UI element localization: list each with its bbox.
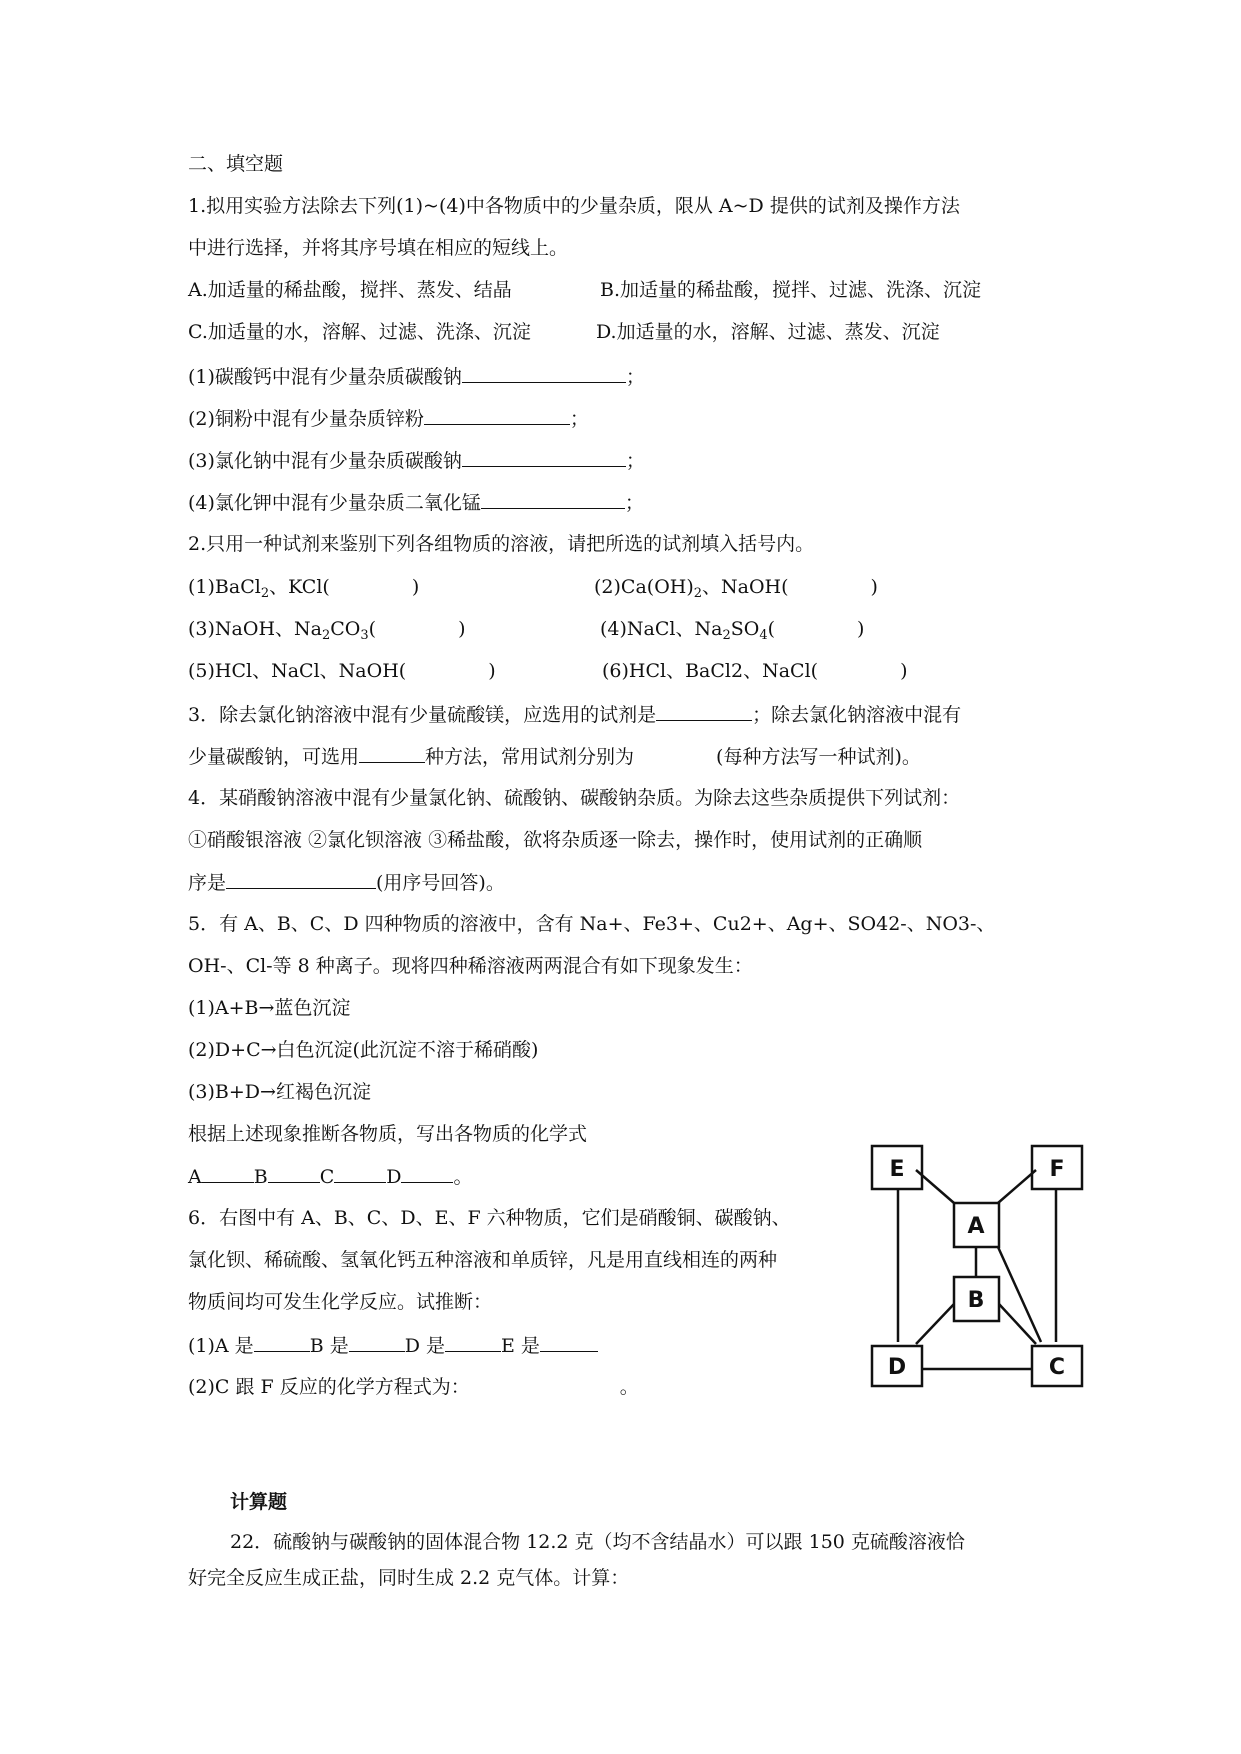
- q1-option-c: C.加适量的水，溶解、过滤、洗涤、沉淀: [188, 321, 531, 343]
- q2-group-1-close: ): [411, 576, 420, 598]
- q1-option-d: D.加适量的水，溶解、过滤、蒸发、沉淀: [596, 321, 940, 343]
- q2-group-4: [600, 617, 864, 641]
- label-c: C: [1048, 1355, 1066, 1380]
- q1-item-1-end: ；: [625, 366, 645, 388]
- section-title: 二、填空题: [188, 153, 284, 175]
- q6-blank-d[interactable]: [445, 1333, 501, 1352]
- q1-item-3-text: (3)氯化钠中混有少量杂质碳酸钠: [188, 450, 462, 472]
- q2-group-3-sub1: 2: [321, 628, 331, 643]
- q2-group-3-close: ): [458, 618, 466, 640]
- q3-line2-c: (每种方法写一种试剂)。: [716, 746, 921, 768]
- q6-label-a: (1)A 是: [188, 1335, 254, 1357]
- q5-blank-c[interactable]: [334, 1164, 386, 1183]
- q3-line2-a: 少量碳酸钠，可选用: [188, 746, 360, 768]
- q5-blank-a[interactable]: [202, 1164, 254, 1183]
- q2-group-2-b: 、NaOH(: [702, 576, 789, 598]
- q2-group-2-a: (2)Ca(OH): [594, 576, 694, 598]
- q4-blank-order[interactable]: [226, 870, 376, 889]
- q2-group-5: [188, 659, 496, 683]
- q5-line2: OH-、Cl-等 8 种离子。现将四种稀溶液两两混合有如下现象发生：: [188, 955, 753, 977]
- q1-item-2-end: ；: [569, 408, 589, 430]
- q5-ask: 根据上述现象推断各物质，写出各物质的化学式: [188, 1123, 588, 1145]
- q6-line1: 6．右图中有 A、B、C、D、E、F 六种物质，它们是硝酸铜、碳酸钠、: [188, 1207, 791, 1229]
- q2-stem: 2.只用一种试剂来鉴别下列各组物质的溶液，请把所选的试剂填入括号内。: [188, 533, 815, 555]
- q5-label-d: D: [386, 1166, 402, 1188]
- q2-group-4-a: (4)NaCl、Na: [600, 618, 723, 640]
- q5-blank-b[interactable]: [268, 1164, 320, 1183]
- q5-reaction-2: (2)D+C→白色沉淀(此沉淀不溶于稀硝酸): [188, 1039, 539, 1061]
- q1-item-2-blank[interactable]: [424, 406, 570, 425]
- q2-group-5-close: ): [488, 660, 496, 682]
- label-e: E: [889, 1157, 905, 1182]
- line-b-c: [999, 1304, 1036, 1344]
- q5-reaction-1: (1)A+B→蓝色沉淀: [188, 997, 351, 1019]
- q6-blank-b[interactable]: [349, 1333, 405, 1352]
- q2-group-3-c: (: [368, 618, 377, 640]
- q1-stem-line2: 中进行选择，并将其序号填在相应的短线上。: [188, 237, 569, 259]
- label-d: D: [887, 1355, 907, 1380]
- reaction-diagram: [866, 1140, 1090, 1390]
- q6-answers-1: [188, 1333, 598, 1358]
- line-b-d: [916, 1304, 954, 1344]
- label-f: F: [1049, 1157, 1065, 1182]
- q2-group-6-close: ): [900, 660, 908, 682]
- q6-equation-end: 。: [619, 1376, 639, 1398]
- q1-option-b: B.加适量的稀盐酸，搅拌、过滤、洗涤、沉淀: [600, 279, 982, 301]
- q2-group-1-a: (1)BaCl: [188, 576, 261, 598]
- q2-group-6-a: (6)HCl、BaCl2、NaCl(: [602, 660, 819, 682]
- q3-line1-b: ；除去氯化钠溶液中混有: [752, 704, 962, 726]
- q6-label-d: D 是: [404, 1335, 445, 1357]
- q6-line2: 氯化钡、稀硫酸、氢氧化钙五种溶液和单质锌，凡是用直线相连的两种: [188, 1249, 778, 1271]
- q6-label-b: B 是: [309, 1335, 349, 1357]
- q5-line1: 5．有 A、B、C、D 四种物质的溶液中，含有 Na+、Fe3+、Cu2+、Ag+、SO42-、NO3-、: [188, 913, 996, 935]
- q5-blank-d[interactable]: [401, 1164, 453, 1183]
- q2-group-2: [594, 575, 878, 599]
- q4-line1: 4．某硝酸钠溶液中混有少量氯化钠、硫酸钠、碳酸钠杂质。为除去这些杂质提供下列试剂：: [188, 787, 961, 809]
- q4-line3: [188, 870, 505, 895]
- q6-line3: 物质间均可发生化学反应。试推断：: [188, 1291, 493, 1313]
- label-a: A: [967, 1214, 985, 1239]
- q1-item-4-blank[interactable]: [481, 490, 625, 509]
- q1-item-4: [188, 490, 644, 515]
- calc-line2: 好完全反应生成正盐，同时生成 2.2 克气体。计算：: [188, 1567, 630, 1589]
- q5-end: 。: [453, 1166, 473, 1188]
- q2-group-1: [188, 575, 419, 599]
- q6-label-e: E 是: [500, 1335, 540, 1357]
- q1-item-2-text: (2)铜粉中混有少量杂质锌粉: [188, 408, 424, 430]
- q1-item-4-end: ；: [624, 492, 644, 514]
- q6-blank-a[interactable]: [254, 1333, 310, 1352]
- q1-item-2: [188, 406, 589, 431]
- q5-label-b: B: [253, 1166, 268, 1188]
- q1-option-a: A.加适量的稀盐酸，搅拌、蒸发、结晶: [188, 279, 512, 301]
- q2-group-2-close: ): [870, 576, 878, 598]
- q1-item-1-blank[interactable]: [462, 364, 626, 383]
- q2-group-4-close: ): [857, 618, 865, 640]
- calc-title: 计算题: [230, 1491, 288, 1513]
- q5-label-a: A: [188, 1166, 202, 1188]
- q2-group-2-sub: 2: [693, 586, 703, 601]
- q4-line3-b: (用序号回答)。: [376, 872, 505, 894]
- q5-label-c: C: [319, 1166, 335, 1188]
- calc-line1: 22．硫酸钠与碳酸钠的固体混合物 12.2 克（均不含结晶水）可以跟 150 克硫酸溶液恰: [230, 1531, 965, 1553]
- q1-item-3-blank[interactable]: [462, 448, 626, 467]
- q2-group-3-a: (3)NaOH、Na: [188, 618, 322, 640]
- q4-line2: ①硝酸银溶液 ②氯化钡溶液 ③稀盐酸，欲将杂质逐一除去，操作时，使用试剂的正确顺: [188, 829, 923, 851]
- q3-blank-count[interactable]: [359, 744, 425, 763]
- line-f-a: [998, 1170, 1036, 1203]
- q1-item-1: [188, 364, 645, 389]
- q3-line1-a: 3．除去氯化钠溶液中混有少量硫酸镁，应选用的试剂是: [188, 704, 657, 726]
- q2-group-1-sub: 2: [260, 586, 270, 601]
- q2-group-4-sub2: 4: [759, 628, 768, 643]
- q2-group-4-b: SO: [730, 618, 760, 640]
- q6-equation-label: (2)C 跟 F 反应的化学方程式为：: [188, 1376, 470, 1398]
- q2-group-5-a: (5)HCl、NaCl、NaOH(: [188, 660, 407, 682]
- q2-group-3-sub2: 3: [360, 628, 369, 643]
- q3-line2: [188, 744, 921, 769]
- q2-group-4-sub1: 2: [722, 628, 731, 643]
- q1-stem-line1: 1.拟用实验方法除去下列(1)~(4)中各物质中的少量杂质，限从 A~D 提供的试剂及操作方法: [188, 195, 960, 217]
- q4-line3-a: 序是: [188, 872, 227, 894]
- q2-group-6: [602, 659, 908, 683]
- q1-item-4-text: (4)氯化钾中混有少量杂质二氧化锰: [188, 492, 481, 514]
- q2-group-3-b: CO: [330, 618, 361, 640]
- q2-group-3: [188, 617, 466, 641]
- label-b: B: [967, 1288, 985, 1313]
- q1-item-3: [188, 448, 645, 473]
- q2-group-4-c: (: [767, 618, 776, 640]
- q1-item-1-text: (1)碳酸钙中混有少量杂质碳酸钠: [188, 366, 462, 388]
- q3-line2-b: 种方法，常用试剂分别为: [425, 746, 635, 768]
- q3-blank-reagent[interactable]: [656, 702, 752, 721]
- q3-line1: [188, 702, 961, 727]
- q1-item-3-end: ；: [625, 450, 645, 472]
- q5-answers: [188, 1164, 473, 1189]
- q6-blank-e[interactable]: [540, 1333, 598, 1352]
- q6-answers-2: [188, 1375, 639, 1399]
- q2-group-1-b: 、KCl(: [269, 576, 330, 598]
- q5-reaction-3: (3)B+D→红褐色沉淀: [188, 1081, 371, 1103]
